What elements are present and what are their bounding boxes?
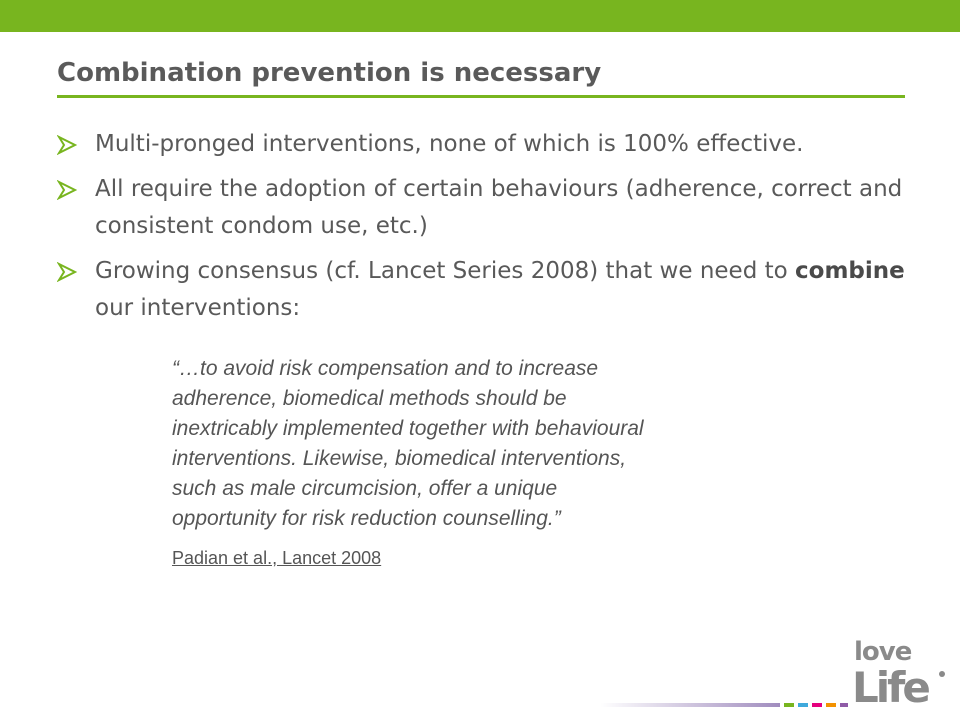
footer-stripe (812, 703, 822, 707)
logo-text-life: Life (852, 663, 928, 708)
arrow-right-icon (57, 180, 77, 200)
bullet-text: All require the adoption of certain behaviours (adherence, correct and consistent condom use, etc.) (95, 176, 903, 239)
bullet-text: Growing consensus (cf. Lancet Series 2008) that we need to (95, 258, 796, 284)
bullet-list (57, 126, 917, 335)
registered-mark-icon (939, 671, 945, 677)
slide-title: Combination prevention is necessary (57, 58, 602, 88)
arrow-right-icon (57, 135, 77, 155)
bullet-text: Multi-pronged interventions, none of which is 100% effective. (95, 131, 804, 157)
bullet-text-tail: our interventions: (95, 295, 301, 321)
top-accent-bar (0, 0, 960, 32)
footer-stripe (784, 703, 794, 707)
title-underline (57, 95, 905, 98)
footer-stripe (826, 703, 836, 707)
lovelife-logo (850, 628, 950, 708)
footer-stripe (600, 703, 780, 707)
arrow-right-icon (57, 262, 77, 282)
logo-text-love: love (854, 637, 912, 667)
bullet-item (57, 126, 917, 163)
quotation: “…to avoid risk compensation and to increase adherence, biomedical methods should be inextricably implemented together with behavioural interventions. Likewise, biomedical interventions, such as male circumcision, offer a unique opportunity for risk reduction counselling.” (172, 357, 644, 530)
footer-stripe (840, 703, 848, 707)
footer-stripe (798, 703, 808, 707)
citation-link[interactable]: Padian et al., Lancet 2008 (172, 548, 382, 568)
bullet-item (57, 171, 917, 245)
bullet-emphasis: combine (795, 258, 905, 284)
bullet-item (57, 253, 917, 327)
